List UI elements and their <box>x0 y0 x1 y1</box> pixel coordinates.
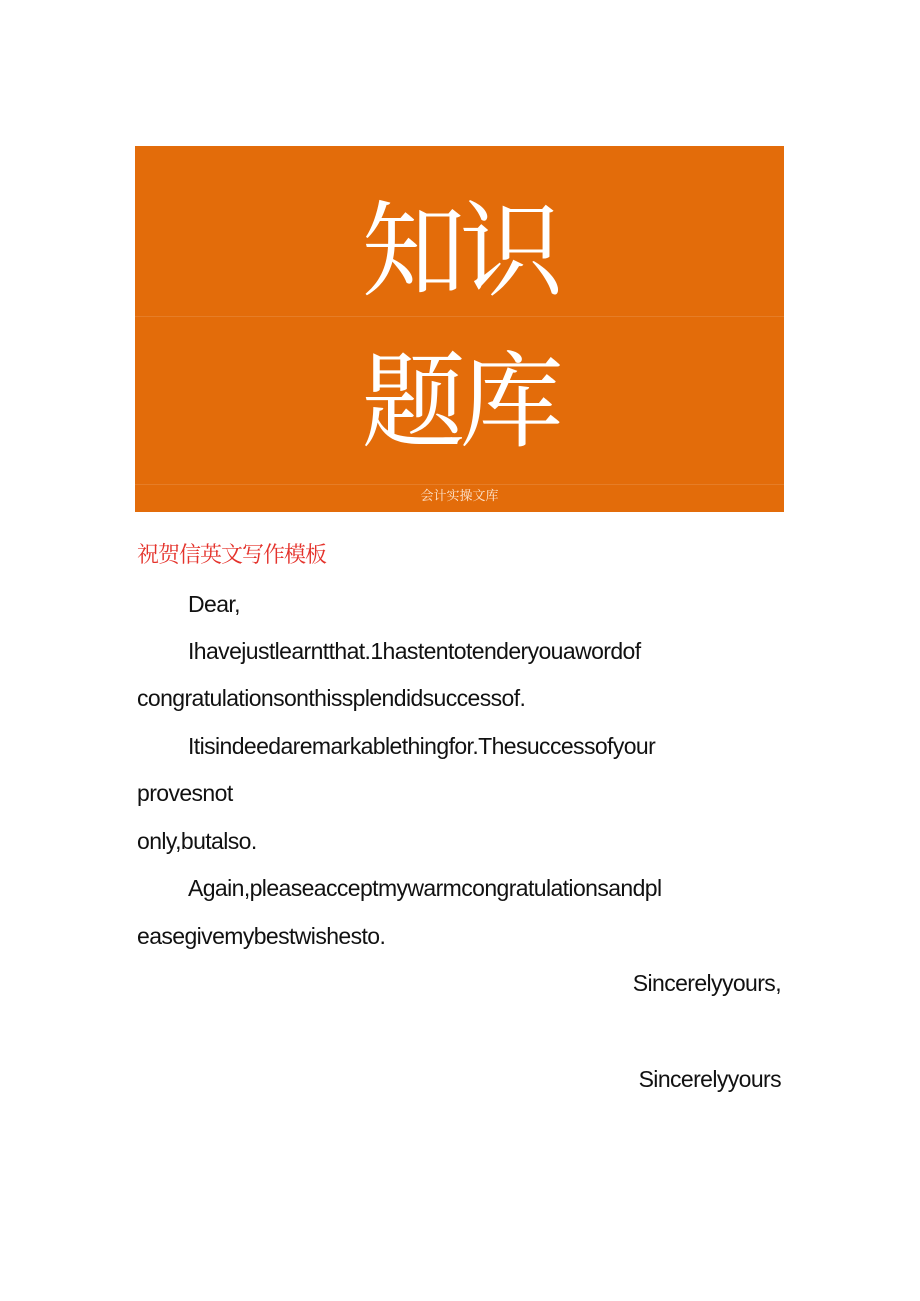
paragraph-2-line-2: provesnot <box>137 780 233 806</box>
banner-footer-label: 会计实操文库 <box>420 489 499 504</box>
paragraph-3-line-1: Again,pleaseacceptmywarmcongratulationsandpl <box>188 875 662 901</box>
paragraph-2-line-3: only,butalso. <box>137 828 257 854</box>
greeting: Dear, <box>188 591 240 617</box>
banner <box>135 146 784 512</box>
banner-title-line1: 知识 <box>361 190 558 312</box>
banner-title-line2: 题库 <box>361 341 558 463</box>
paragraph-1-line-2: congratulationsonthissplendidsuccessof. <box>137 685 526 711</box>
document-title: 祝贺信英文写作模板 <box>137 543 327 568</box>
paragraph-2-line-1: Itisindeedaremarkablethingfor.Thesuccessofyour <box>188 733 656 759</box>
banner-divider <box>135 484 784 485</box>
paragraph-1-line-1: Ihavejustlearntthat.1hastentotenderyouawordof <box>188 638 641 664</box>
paragraph-3-line-2: easegivemybestwishesto. <box>137 923 386 949</box>
closing-signature-1: Sincerelyyours, <box>632 970 781 996</box>
closing-signature-2: Sincerelyyours <box>638 1066 781 1092</box>
banner-divider <box>135 316 784 317</box>
